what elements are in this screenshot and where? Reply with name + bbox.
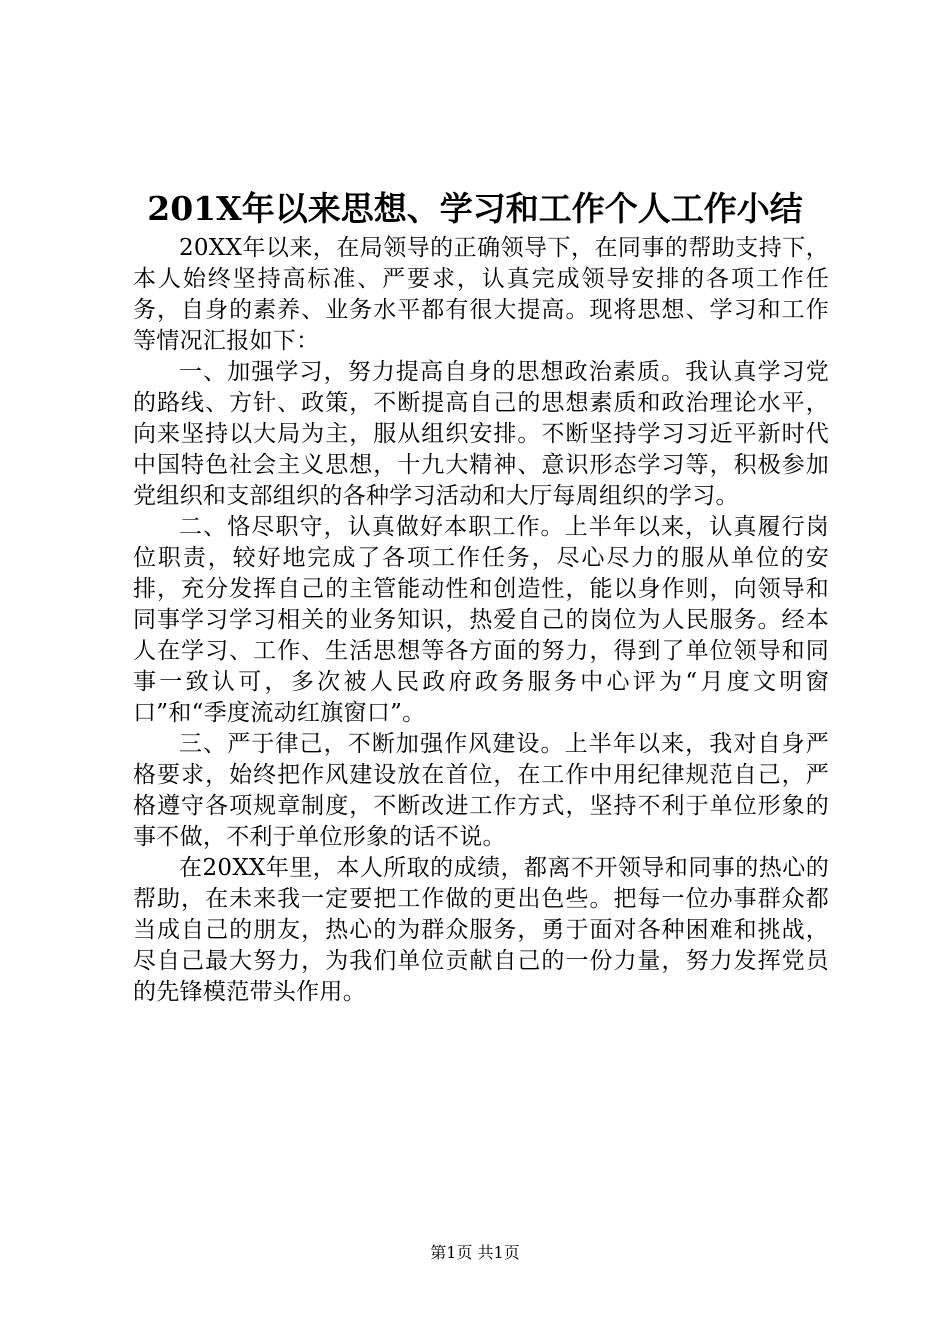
- document-body: [133, 233, 829, 1008]
- document-title: 201X年以来思想、学习和工作个人工作小结: [147, 189, 803, 228]
- paragraph-conclusion: 在20XX年里，本人所取的成绩，都离不开领导和同事的热心的帮助，在未来我一定要把工作做的更出色些。把每一位办事群众都当成自己的朋友，热心的为群众服务，勇于面对各种困难和挑战，尽自己最大努力，为我们单位贡献自己的一份力量，努力发挥党员的先锋模范带头作用。: [133, 855, 829, 1005]
- paragraph-intro: 20XX年以来，在局领导的正确领导下，在同事的帮助支持下，本人始终坚持高标准、严要求，认真完成领导安排的各项工作任务，自身的素养、业务水平都有很大提高。现将思想、学习和工作等情况汇报如下：: [133, 235, 829, 354]
- paragraph-section-3: 三、严于律己，不断加强作风建设。上半年以来，我对自身严格要求，始终把作风建设放在首位，在工作中用纪律规范自己，严格遵守各项规章制度，不断改进工作方式，坚持不利于单位形象的事不做，不利于单位形象的话不说。: [133, 731, 829, 850]
- page-number-footer: 第1页 共1页: [430, 1243, 520, 1262]
- paragraph-section-1: 一、加强学习，努力提高自身的思想政治素质。我认真学习党的路线、方针、政策，不断提高自己的思想素质和政治理论水平，向来坚持以大局为主，服从组织安排。不断坚持学习习近平新时代中国特色社会主义思想，十九大精神、意识形态学习等，积极参加党组织和支部组织的各种学习活动和大厅每周组织的学习。: [133, 359, 829, 509]
- paragraph-section-2: 二、恪尽职守，认真做好本职工作。上半年以来，认真履行岗位职责，较好地完成了各项工作任务，尽心尽力的服从单位的安排，充分发挥自己的主管能动性和创造性，能以身作则，向领导和同事学习学习相关的业务知识，热爱自己的岗位为人民服务。经本人在学习、工作、生活思想等各方面的努力，得到了单位领导和同事一致认可，多次被人民政府政务服务中心评为“月度文明窗口”和“季度流动红旗窗口”。: [133, 514, 829, 726]
